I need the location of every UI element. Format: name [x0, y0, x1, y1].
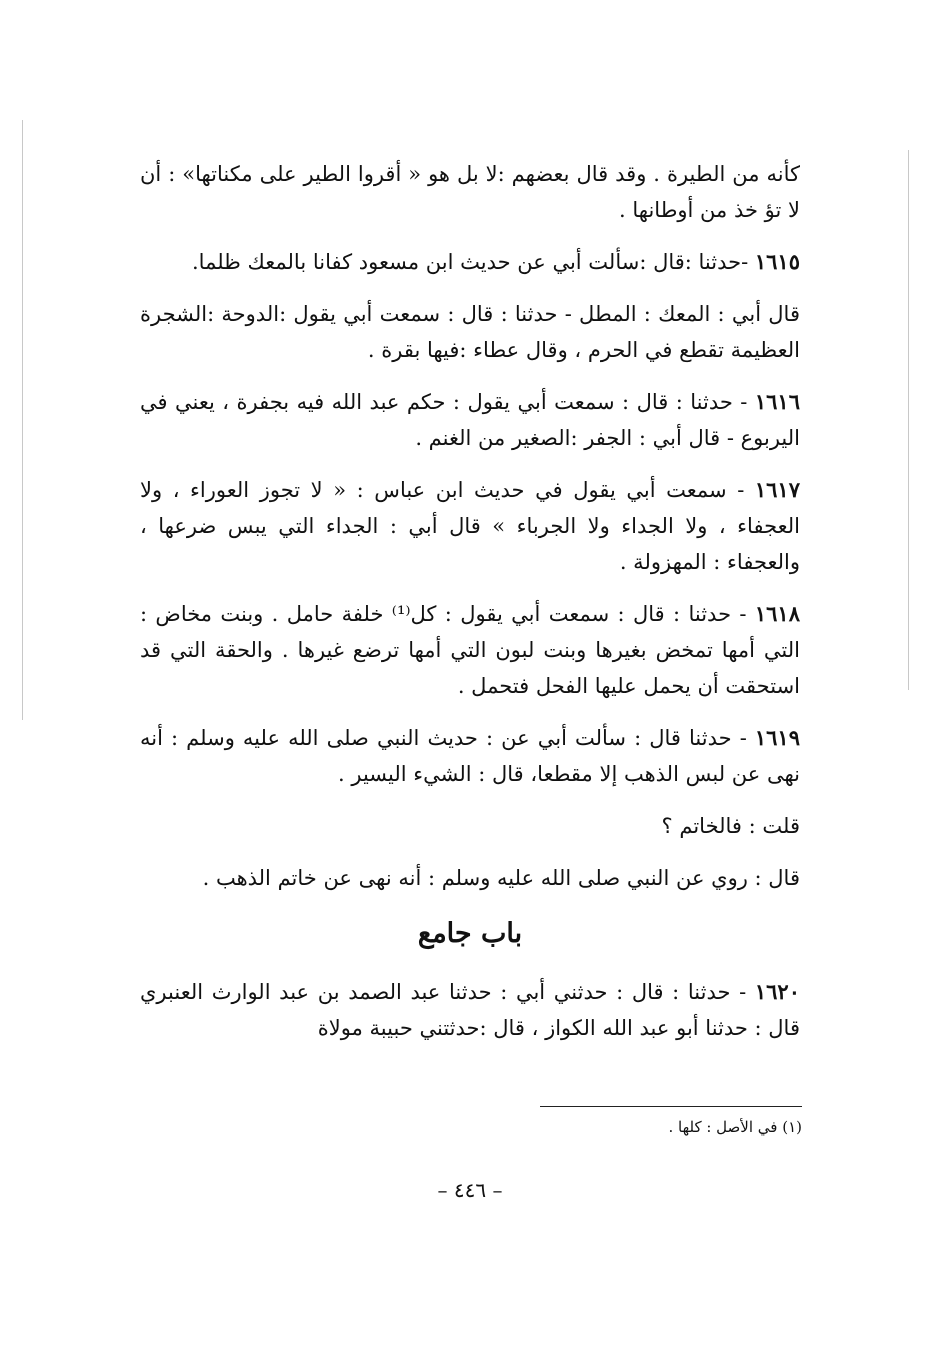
paragraph-text: قال : روي عن النبي صلى الله عليه وسلم : أنه نهى عن خاتم الذهب . — [202, 866, 800, 890]
paragraph-text: - سمعت أبي يقول في حديث ابن عباس : « لا تجوز العوراء ، ولا العجفاء ، ولا الجداء ولا الجرباء » قال أبي : الجداء التي يبس ضرعها ، والعجفاء : المهزولة . — [140, 478, 800, 574]
paragraph-1618 — [140, 596, 800, 704]
paragraph-text: - حدثنا قال : سألت أبي عن : حديث النبي صلى الله عليه وسلم : أنه نهى عن لبس الذهب إلا مقطعا، قال : الشيء اليسير . — [140, 726, 800, 786]
paragraph-text: - حدثنا : قال : سمعت أبي يقول : كل⁽¹⁾ خلفة حامل . وبنت مخاض : التي أمها تمخض بغيرها وبنت لبون التي أمها ترضع غيرها . والحقة التي قد استحقت أن يحمل عليها الفحل فتحمل . — [140, 602, 800, 698]
hadith-number: ١٦١٩ — [754, 725, 800, 750]
footnote: (١) في الأصل : كلها . — [668, 1118, 802, 1136]
paragraph-text: - حدثنا : قال : حدثني أبي : حدثنا عبد الصمد بن عبد الوارث العنبري قال : حدثنا أبو عبد الله الكواز ، قال :حدثتني حبيبة مولاة — [140, 980, 800, 1040]
paragraph-dawha — [140, 296, 800, 368]
paragraph-1619 — [140, 720, 800, 792]
paragraph-text: قال أبي : المعك : المطل - حدثنا : قال : سمعت أبي يقول :الدوحة :الشجرة العظيمة تقطع في الحرم ، وقال عطاء :فيها بقرة . — [140, 302, 800, 362]
hadith-number: ١٦١٧ — [754, 477, 800, 502]
hadith-number: ١٦١٥ — [754, 249, 800, 274]
paragraph-1615 — [140, 244, 800, 280]
page-number: – ٤٤٦ – — [437, 1178, 503, 1202]
paragraph-1617 — [140, 472, 800, 580]
paragraph-question — [140, 808, 800, 844]
paragraph-text: - حدثنا : قال : سمعت أبي يقول : حكم عبد الله فيه بجفرة ، يعني في اليربوع - قال أبي : الجفر :الصغير من الغنم . — [140, 390, 800, 450]
footnote-divider — [540, 1106, 802, 1107]
paragraph-1620 — [140, 974, 800, 1046]
paragraph-text: قلت : فالخاتم ؟ — [661, 814, 800, 838]
margin-mark — [908, 150, 909, 690]
paragraph-text: -حدثنا :قال :سألت أبي عن حديث ابن مسعود كفانا بالمعك ظلما. — [192, 250, 755, 274]
paragraph-answer — [140, 860, 800, 896]
section-heading: باب جامع — [417, 918, 523, 949]
hadith-number: ١٦١٦ — [754, 389, 800, 414]
hadith-number: ١٦٢٠ — [754, 979, 800, 1004]
paragraph-1616 — [140, 384, 800, 456]
paragraph-text: كأنه من الطيرة . وقد قال بعضهم :لا بل هو « أقروا الطير على مكناتها» : أن لا تؤ خذ من أوطانها . — [140, 162, 800, 222]
hadith-number: ١٦١٨ — [754, 601, 800, 626]
margin-mark — [22, 120, 23, 720]
body-text — [140, 156, 800, 1062]
paragraph-intro — [140, 156, 800, 228]
